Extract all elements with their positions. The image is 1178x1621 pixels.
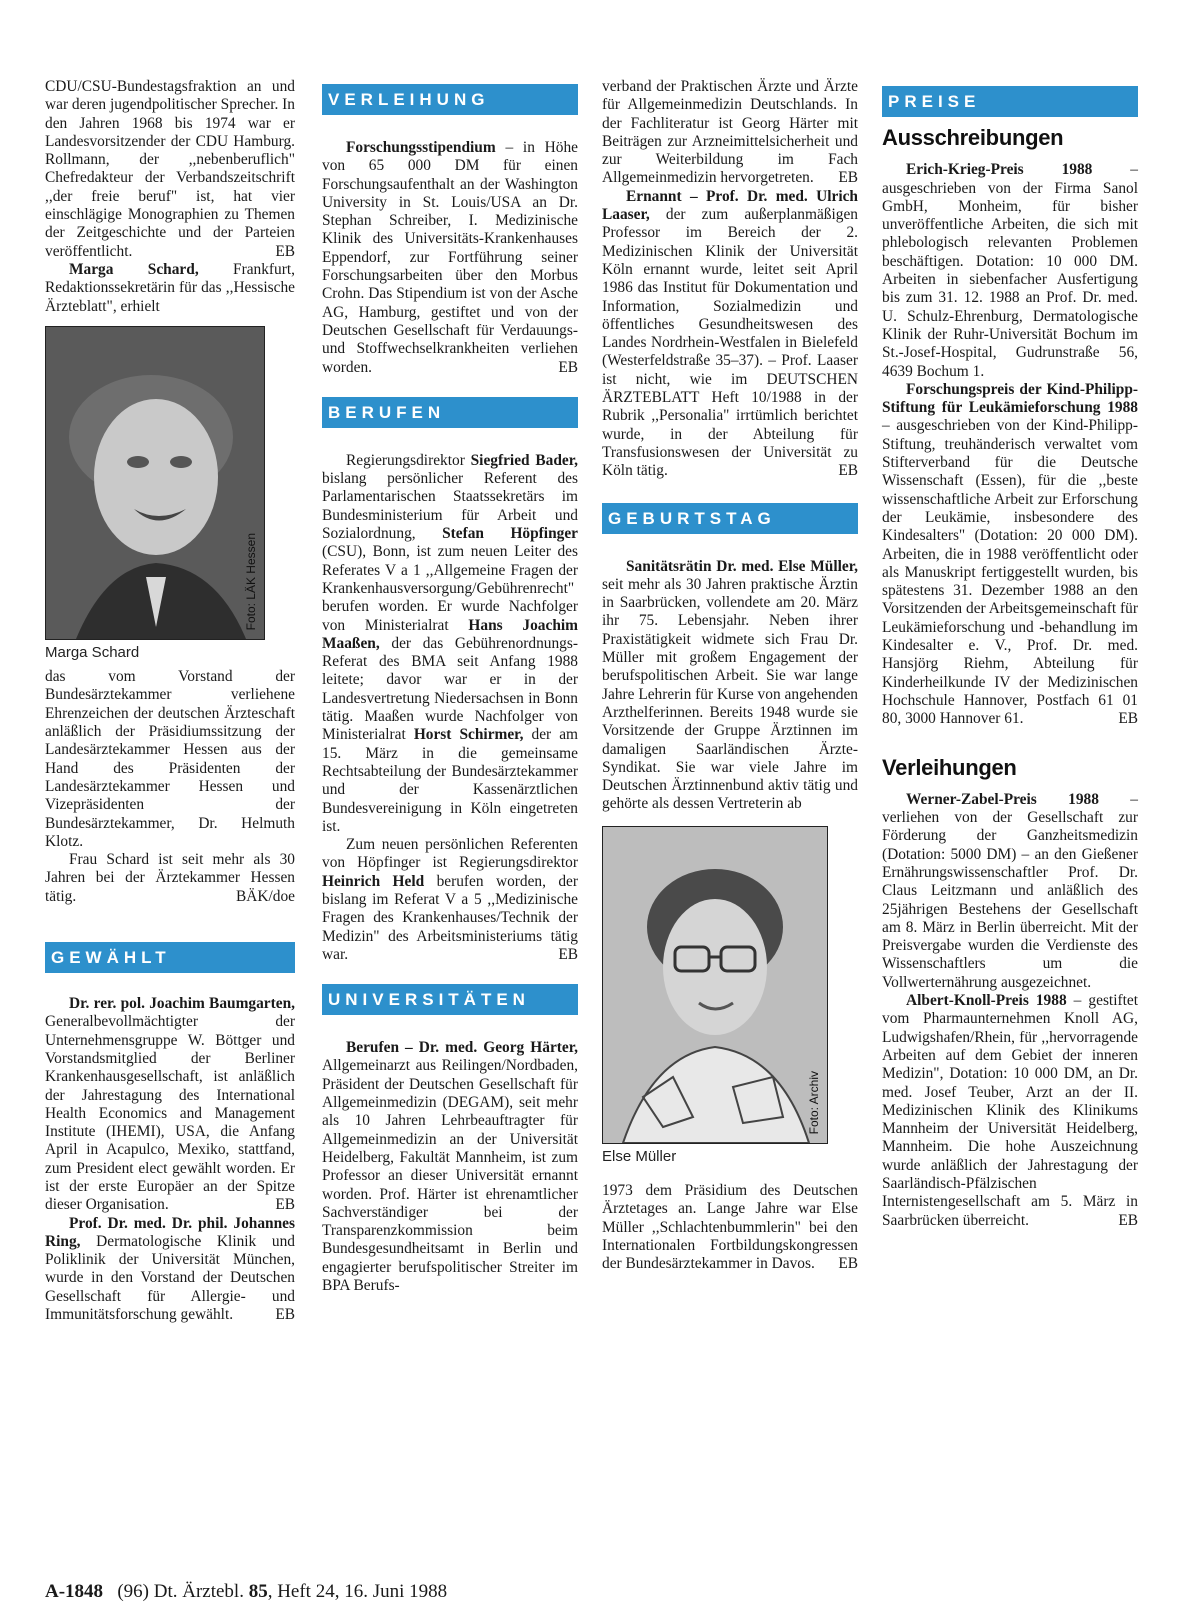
person-name: Dr. rer. pol. Joachim Baumgarten,	[69, 995, 295, 1013]
ring-paragraph: Prof. Dr. med. Dr. phil. Johannes Ring, Dermatologische Klinik und Poliklinik der Universität München, wurde in den Vorstand der Deutschen Gesellschaft für Allergie- und Immunitätsforschung gewählt. EB	[45, 1214, 295, 1324]
author-tag: EB	[275, 242, 295, 260]
laaser-paragraph: Ernannt – Prof. Dr. med. Ulrich Laaser, der zum außerplanmäßigen Professor im Bereich der 2. Medizinischen Klinik der Universität Köln ernannt wurde, leitet seit April 1986 das Institut für Dokumentation und Information, Sozialmedizin und öffentliches Gesundheitswesen des Landes Nordrhein-Westfalen in Bielefeld (Westerfeldstraße 35–37). – Prof. Laaser ist nicht, wie im DEUTSCHEN ÄRZTEBLATT Heft 10/1988 in der Rubrik ,,Personalia" irrtümlich berichtet wurde, in der Abteilung für Transfusionswesen der Universität zu Köln tätig. EB	[602, 187, 858, 480]
schard-continued: das vom Vorstand der Bundesärztekammer verliehene Ehrenzeichen der deutschen Ärzteschaft anläßlich der Präsidiumssitzung der Landesärztekammer Hessen aus der Hand des Präsidenten der Landesärztekammer Hessen und Vizepräsidenten der Bundesärztekammer, Dr. Helmuth Klotz.	[45, 668, 295, 850]
column-2	[322, 84, 578, 1295]
award-name: Forschungsstipendium	[346, 139, 496, 156]
heading-ausschreibungen: Ausschreibungen	[882, 125, 1064, 150]
journal-issue-date: , Heft 24, 16. Juni 1988	[267, 1581, 448, 1602]
section-band-geburtstag: GEBURTSTAG	[602, 503, 858, 534]
person-name: Heinrich Held	[322, 872, 425, 890]
journal-citation-prefix: (96) Dt. Ärztebl.	[117, 1581, 249, 1602]
photo-credit: Foto: Archiv	[806, 1071, 821, 1135]
page-footer	[45, 1581, 447, 1603]
author-tag: EB	[558, 358, 578, 376]
person-name: Siegfried Bader,	[470, 451, 578, 469]
person-name: Sanitätsrätin Dr. med. Else Müller,	[626, 557, 858, 575]
section-band-gewaehlt: GEWÄHLT	[45, 942, 295, 973]
section-band-universitaeten: UNIVERSITÄTEN	[322, 984, 578, 1015]
erich-krieg-paragraph: Erich-Krieg-Preis 1988 – ausgeschrieben von der Firma Sanol GmbH, Monheim, für bisher unveröffentliche Arbeiten, die sich mit phlebologisch relevanten Problemen beschäftigen. Dotation: 10 000 DM. Arbeiten in siebenfacher Ausfertigung bis zum 31. 12. 1988 an Prof. Dr. med. U. Schulz-Ehrenburg, Dermatologische Klinik der Ruhr-Universität Bochum im St.-Josef-Hospital, Gudrunstraße 56, 4639 Bochum 1.	[882, 161, 1138, 380]
person-name: Prof. Dr. med. Dr. phil. Johannes Ring,	[45, 1214, 295, 1250]
berufen-paragraph-2: Zum neuen persönlichen Referenten von Höpfinger ist Regierungsdirektor Heinrich Held berufen worden, der bislang im Referat V a 5 ,,Medizinische Fragen des Krankenhauses/Technik der Medizin" des Arbeitsministeriums tätig war. EB	[322, 836, 578, 963]
author-tag: EB	[1118, 710, 1138, 728]
intro-paragraph: CDU/CSU-Bundestagsfraktion an und war deren jugendpolitischer Sprecher. In den Jahren 1968 bis 1974 war er Landesvorsitzender der CDU Hamburg. Rollmann, der ,,nebenberuflich" Chefredakteur der Verbandszeitschrift ,,der freie beruf" ist, hat vier einschlägige Monographien zu Themen der Zeitgeschichte und der Parteien veröffentlicht. EB	[45, 78, 296, 260]
author-tag: BÄK/doe	[236, 887, 295, 905]
albert-knoll-paragraph: Albert-Knoll-Preis 1988 – gestiftet vom Pharmaunternehmen Knoll AG, Ludwigshafen/Rhein, für ,,hervorragende Arbeiten auf dem Gebiet der inneren Medizin", Dotation: 10 000 DM, an Dr. med. Josef Teuber, Arzt an der II. Medizinischen Klinik des Klinikums Mannheim der Universität Heidelberg, Mannheim. Die hohe Auszeichnung wurde anläßlich der Jahrestagung der Saarländisch-Pfälzischen Internistengesellschaft am 5. März in Saarbrücken überreicht. EB	[882, 992, 1138, 1229]
baumgarten-paragraph: Dr. rer. pol. Joachim Baumgarten, Generalbevollmächtigter der Unternehmensgruppe W. Böttger und Vorstandsmitglied der Berliner Krankenhausgesellschaft, ist anläßlich der Jahrestagung des International Health Economics and Management Institute (IHEMI), USA, die Anfang April in Acapulco, Mexiko, stattfand, zum President elect gewählt worden. Er ist der erste Europäer an der Spitze dieser Organisation. EB	[45, 995, 295, 1214]
section-band-berufen: BERUFEN	[322, 397, 578, 428]
photo-marga-schard	[45, 326, 265, 640]
page-number: A-1848	[45, 1581, 104, 1602]
berufen-paragraph-1: Regierungsdirektor Siegfried Bader, bislang persönlicher Referent des Parlamentarischen Staatssekretärs im Bundesministerium für Arbeit und Sozialordnung, Stefan Höpfinger (CSU), Bonn, ist zum neuen Leiter des Referates V a 1 ,,Allgemeine Fragen der Krankenhausversorgung/Gebührenrecht" berufen worden. Er wurde Nachfolger von Ministerialrat Hans Joachim Maaßen, der das Gebührenordnungs-Referat des BMA seit Anfang 1988 leitete; davor war er in der Landesvertretung Niedersachsen in Bonn tätig. Maaßen wurde Nachfolger von Ministerialrat Horst Schirmer, der am 15. März in die gemeinsame Rechtsabteilung der Bundesärztekammer und der Kassenärztlichen Bundesvereinigung in Köln eingetreten ist.	[322, 451, 578, 835]
haerter-continued: verband der Praktischen Ärzte und Ärzte für Allgemeinmedizin Deutschlands. In der Fachliteratur ist Georg Härter mit Beiträgen zur Arzneimittelsicherheit und zur Weiterbildung im Fach Allgemeinmedizin hervorgetreten. EB	[602, 78, 858, 187]
award-name: Forschungspreis der Kind-Philipp-Stiftung für Leukämieforschung 1988	[882, 380, 1138, 417]
heading-verleihungen: Verleihungen	[882, 754, 1017, 780]
author-tag: EB	[838, 462, 858, 480]
person-name: Horst Schirmer,	[413, 726, 524, 744]
award-name: Albert-Knoll-Preis 1988	[906, 992, 1067, 1010]
schard-paragraph: Marga Schard, Frankfurt, Redaktionssekretärin für das ,,Hessische Ärzteblatt", erhielt	[45, 260, 295, 315]
column-1	[45, 78, 295, 1324]
werner-zabel-paragraph: Werner-Zabel-Preis 1988 – verliehen von der Gesellschaft zur Förderung der Ganzheitsmedizin (Dotation: 5000 DM) – an den Gießener Ernährungswissenschaftler Prof. Dr. Claus Leitzmann und anläßlich des 25jährigen Bestehens der Gesellschaft am 8. März in Berlin überreicht. Mit der Preisvergabe wurden die Verdienste des Wissenschaftlers um die Vollwerternährung ausgezeichnet.	[882, 790, 1138, 991]
author-tag: EB	[838, 1255, 858, 1273]
photo-caption: Marga Schard	[45, 643, 140, 661]
author-tag: EB	[1118, 1211, 1138, 1229]
section-band-preise: PREISE	[882, 86, 1138, 117]
person-name: Stefan Höpfinger	[442, 525, 578, 543]
author-tag: EB	[275, 1306, 295, 1324]
author-tag: EB	[275, 1196, 295, 1214]
column-3	[602, 78, 858, 1273]
photo-caption: Else Müller	[602, 1147, 677, 1165]
schard-years: Frau Schard ist seit mehr als 30 Jahren bei der Ärztekammer Hessen tätig. BÄK/doe	[45, 851, 295, 905]
person-name: Marga Schard,	[69, 260, 199, 278]
portrait-image	[603, 827, 827, 1143]
mueller-continued: 1973 dem Präsidium des Deutschen Ärztetages an. Lange Jahre war Else Müller ,,Schlachtenbummlerin" bei den Internationalen Fortbildungskongressen der Bundesärztekammer in Davos. EB	[602, 1181, 858, 1273]
portrait-image	[46, 327, 264, 639]
photo-credit: Foto: LÄK Hessen	[243, 533, 258, 631]
person-name: Hans Joachim Maaßen,	[322, 616, 578, 652]
photo-else-mueller	[602, 826, 828, 1144]
author-tag: EB	[558, 945, 578, 963]
author-tag: EB	[838, 169, 858, 187]
person-name: Berufen – Dr. med. Georg Härter,	[346, 1039, 578, 1057]
journal-volume: 85	[248, 1581, 268, 1602]
mueller-paragraph: Sanitätsrätin Dr. med. Else Müller, seit mehr als 30 Jahren praktische Ärztin in Saarbrücken, vollendete am 20. März ihr 75. Lebensjahr. Neben ihrer Praxistätigkeit widmete sich Frau Dr. Müller mit großem Engagement der berufspolitischen Arbeit. Sie war lange Jahre Lehrerin für Kurse von angehenden Arzthelferinnen. Bereits 1948 wurde sie Vorsitzende der Gruppe Ärztinnen im damaligen Saarländischen Ärzte-Syndikat. Sie war viele Jahre im Deutschen Ärztinnenbund aktiv tätig und gehörte als dessen Vertreterin ab	[602, 557, 858, 813]
award-name: Werner-Zabel-Preis 1988	[906, 790, 1099, 808]
haerter-paragraph: Berufen – Dr. med. Georg Härter, Allgemeinarzt aus Reilingen/Nordbaden, Präsident der Deutschen Gesellschaft für Allgemeinmedizin (DEGAM), seit mehr als 10 Jahren Lehrbeauftragter für Allgemeinmedizin an der Universität Heidelberg, Fakultät Mannheim, ist zum Professor an dieser Universität ernannt worden. Prof. Härter ist ehrenamtlicher Sachverständiger bei der Transparenzkommission beim Bundesgesundheitsamt in Berlin und engagierter berufspolitischer Streiter im BPA Berufs-	[322, 1039, 578, 1295]
award-name: Erich-Krieg-Preis 1988	[906, 161, 1093, 179]
stipendium-paragraph: Forschungsstipendium – in Höhe von 65 000 DM für einen Forschungsaufenthalt an der Washington University in St. Louis/USA an Dr. Stephan Schreiber, I. Medizinische Klinik des Universitäts-Krankenhauses Eppendorf, zur Fortführung seiner Forschungsarbeiten über den Morbus Crohn. Das Stipendium ist von der Asche AG, Hamburg, gestiftet und von der Deutschen Gesellschaft für Verdauungs- und Stoffwechselkrankheiten verliehen worden. EB	[322, 139, 578, 376]
column-4	[882, 86, 1138, 1230]
kind-philipp-paragraph: Forschungspreis der Kind-Philipp-Stiftung für Leukämieforschung 1988 – ausgeschrieben von der Kind-Philipp-Stiftung, treuhänderisch verwaltet vom Stifterverband für die Deutsche Wissenschaft (Essen), für die ,,beste wissenschaftliche Arbeit zur Erforschung der Leukämie, insbesondere des Kindesalters" (Dotation: 20 000 DM). Arbeiten, die in 1988 veröffentlicht oder als Manuskript fertiggestellt wurden, bis spätestens 31. Dezember 1988 an den Vorsitzenden der Arbeitsgemeinschaft für Leukämieforschung und -behandlung im Kindesalter e. V., Prof. Dr. med. Hansjörg Riehm, Abteilung für Kinderheilkunde IV der Medizinischen Hochschule Hannover, Postfach 61 01 80, 3000 Hannover 61. EB	[882, 380, 1138, 728]
person-name: Ernannt – Prof. Dr. med. Ulrich Laaser,	[602, 187, 858, 224]
section-band-verleihung: VERLEIHUNG	[322, 84, 578, 115]
